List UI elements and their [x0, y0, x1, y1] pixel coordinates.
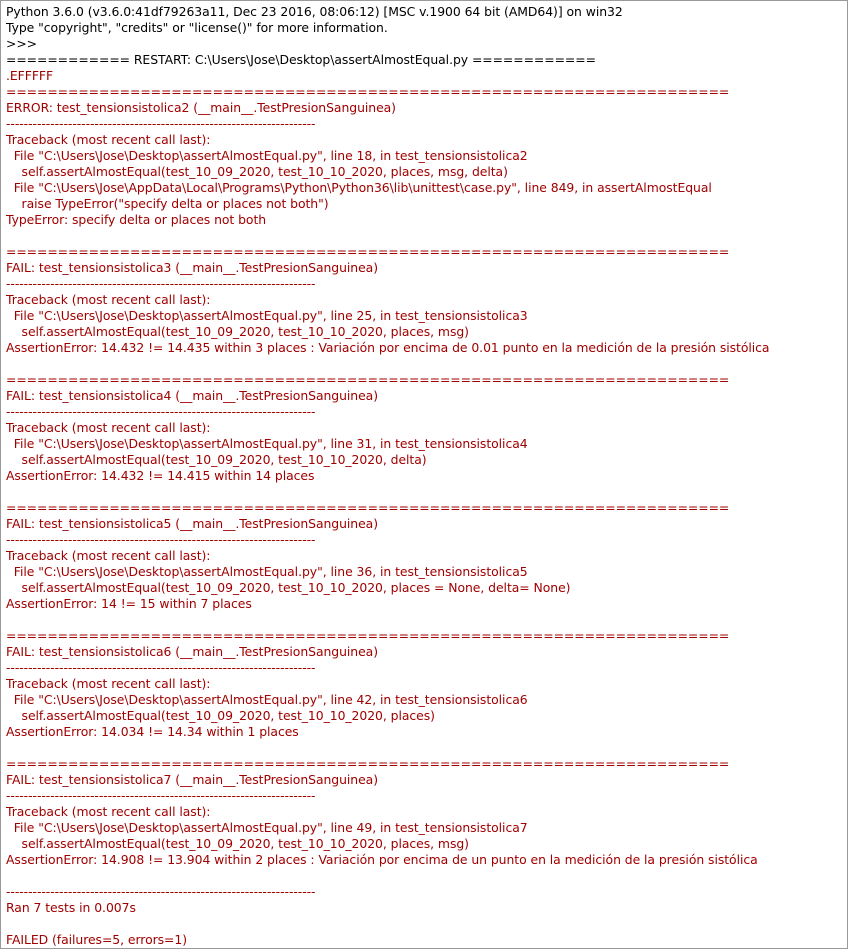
error-line: self.assertAlmostEqual(test_10_09_2020, test_10_10_2020, delta) — [6, 452, 427, 467]
output-line: Python 3.6.0 (v3.6.0:41df79263a11, Dec 23 2016, 08:06:12) [MSC v.1900 64 bit (AMD64)] on win32 — [6, 4, 623, 19]
error-line: File "C:\Users\Jose\Desktop\assertAlmostEqual.py", line 42, in test_tensionsistolica6 — [6, 692, 528, 707]
error-line: AssertionError: 14.432 != 14.415 within 14 places — [6, 468, 315, 483]
error-line: File "C:\Users\Jose\Desktop\assertAlmostEqual.py", line 25, in test_tensionsistolica3 — [6, 308, 528, 323]
error-line: Ran 7 tests in 0.007s — [6, 900, 136, 915]
error-line: ====================================================================== — [6, 756, 730, 771]
error-line: FAILED (failures=5, errors=1) — [6, 932, 188, 947]
error-line: self.assertAlmostEqual(test_10_09_2020, test_10_10_2020, places, msg, delta) — [6, 164, 508, 179]
error-line: ---------------------------------------------------------------------- — [6, 404, 316, 419]
error-line: ---------------------------------------------------------------------- — [6, 532, 316, 547]
error-line: ---------------------------------------------------------------------- — [6, 660, 316, 675]
error-line: AssertionError: 14.432 != 14.435 within 3 places : Variación por encima de 0.01 punto en la medición de la presión sistólica — [6, 340, 770, 355]
error-line: File "C:\Users\Jose\AppData\Local\Programs\Python\Python36\lib\unittest\case.py", line 849, in assertAlmostEqual — [6, 180, 712, 195]
error-line: ---------------------------------------------------------------------- — [6, 788, 316, 803]
error-line: TypeError: specify delta or places not both — [6, 212, 267, 227]
error-line: ---------------------------------------------------------------------- — [6, 276, 316, 291]
error-line: Traceback (most recent call last): — [6, 292, 211, 307]
error-line: FAIL: test_tensionsistolica6 (__main__.TestPresionSanguinea) — [6, 644, 379, 659]
error-line: ====================================================================== — [6, 244, 730, 259]
error-line — [6, 916, 847, 932]
error-line: File "C:\Users\Jose\Desktop\assertAlmostEqual.py", line 49, in test_tensionsistolica7 — [6, 820, 528, 835]
error-line: Traceback (most recent call last): — [6, 676, 211, 691]
error-line: FAIL: test_tensionsistolica3 (__main__.TestPresionSanguinea) — [6, 260, 379, 275]
error-line — [6, 356, 847, 372]
error-line: ====================================================================== — [6, 628, 730, 643]
error-line: ---------------------------------------------------------------------- — [6, 116, 316, 131]
shell-prompt[interactable]: >>> — [6, 36, 41, 51]
error-line: ERROR: test_tensionsistolica2 (__main__.TestPresionSanguinea) — [6, 100, 396, 115]
error-line: ---------------------------------------------------------------------- — [6, 884, 316, 899]
output-line: ============ RESTART: C:\Users\Jose\Desktop\assertAlmostEqual.py ============ — [6, 52, 596, 67]
error-line: Traceback (most recent call last): — [6, 132, 211, 147]
error-line: File "C:\Users\Jose\Desktop\assertAlmostEqual.py", line 31, in test_tensionsistolica4 — [6, 436, 528, 451]
error-line: FAIL: test_tensionsistolica5 (__main__.TestPresionSanguinea) — [6, 516, 379, 531]
error-line: FAIL: test_tensionsistolica7 (__main__.TestPresionSanguinea) — [6, 772, 379, 787]
error-line: File "C:\Users\Jose\Desktop\assertAlmostEqual.py", line 36, in test_tensionsistolica5 — [6, 564, 528, 579]
error-line: ====================================================================== — [6, 500, 730, 515]
error-line — [6, 612, 847, 628]
error-line: Traceback (most recent call last): — [6, 420, 211, 435]
error-line: raise TypeError("specify delta or places not both") — [6, 196, 329, 211]
error-line: FAIL: test_tensionsistolica4 (__main__.TestPresionSanguinea) — [6, 388, 379, 403]
error-line: self.assertAlmostEqual(test_10_09_2020, test_10_10_2020, places, msg) — [6, 324, 469, 339]
error-line: ====================================================================== — [6, 84, 730, 99]
error-line — [6, 868, 847, 884]
error-line: Traceback (most recent call last): — [6, 548, 211, 563]
error-line — [6, 228, 847, 244]
error-line: self.assertAlmostEqual(test_10_09_2020, test_10_10_2020, places, msg) — [6, 836, 469, 851]
error-line: AssertionError: 14.034 != 14.34 within 1 places — [6, 724, 299, 739]
output-line: Type "copyright", "credits" or "license()" for more information. — [6, 20, 388, 35]
error-line: AssertionError: 14 != 15 within 7 places — [6, 596, 252, 611]
error-line: self.assertAlmostEqual(test_10_09_2020, test_10_10_2020, places) — [6, 708, 435, 723]
error-line: Traceback (most recent call last): — [6, 804, 211, 819]
error-line: .EFFFFF — [6, 68, 54, 83]
error-line: File "C:\Users\Jose\Desktop\assertAlmostEqual.py", line 18, in test_tensionsistolica2 — [6, 148, 528, 163]
error-line — [6, 740, 847, 756]
error-line — [6, 484, 847, 500]
shell-output[interactable] — [6, 4, 847, 948]
error-line: ====================================================================== — [6, 372, 730, 387]
error-line: AssertionError: 14.908 != 13.904 within 2 places : Variación por encima de un punto en la medición de la presión sistólica — [6, 852, 758, 867]
error-line: self.assertAlmostEqual(test_10_09_2020, test_10_10_2020, places = None, delta= None) — [6, 580, 571, 595]
